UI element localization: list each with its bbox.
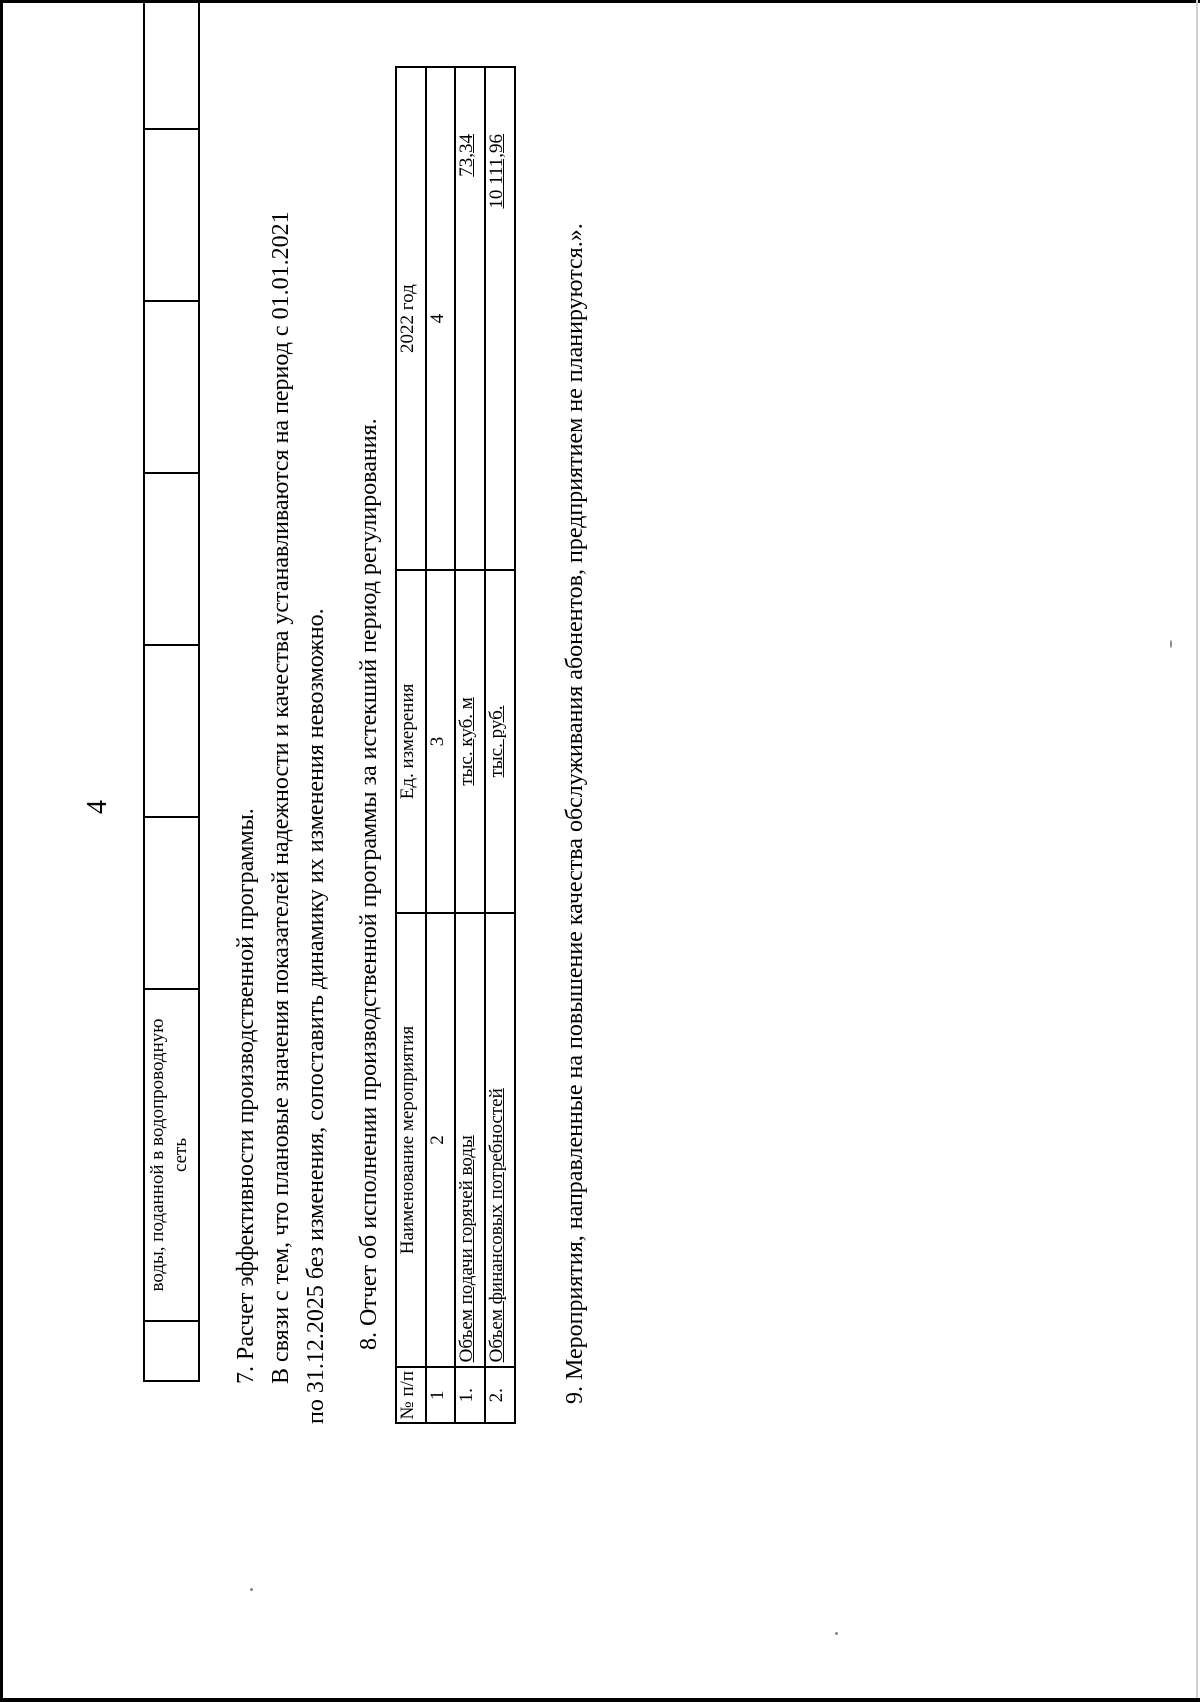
table-cell bbox=[144, 301, 199, 473]
continuation-table bbox=[143, 0, 200, 1382]
table-cell bbox=[144, 0, 199, 129]
program-report-table bbox=[395, 66, 516, 1424]
column-number: 3 bbox=[426, 570, 455, 912]
table-row bbox=[144, 0, 199, 1381]
column-numbers-row bbox=[426, 67, 455, 1423]
row-name: Объем финансовых потребностей bbox=[485, 913, 515, 1368]
section7-paragraph-line1: В связи с тем, что плановые значения показателей надежности и качества устанавливаются на период с 01.01.2021 bbox=[268, 211, 294, 1384]
row-unit: тыс. куб. м bbox=[455, 570, 485, 912]
table-cell bbox=[144, 129, 199, 301]
table-row bbox=[455, 67, 485, 1423]
column-header-name: Наименование мероприятия bbox=[396, 913, 426, 1368]
table-cell bbox=[144, 989, 199, 1321]
column-number: 1 bbox=[426, 1367, 455, 1423]
continuation-label-line2: сеть bbox=[170, 1137, 191, 1173]
table-header-row bbox=[396, 67, 426, 1423]
row-name: Объем подачи горячей воды bbox=[455, 913, 485, 1368]
section7-heading: 7. Расчет эффективности производственной программы. bbox=[233, 808, 259, 1384]
column-number: 4 bbox=[426, 67, 455, 570]
row-unit: тыс. руб. bbox=[485, 570, 515, 912]
page-number: 4 bbox=[82, 800, 113, 814]
section8-heading: 8. Отчет об исполнении производственной программы за истекший период регулирования. bbox=[356, 418, 382, 1350]
column-header-year: 2022 год bbox=[396, 67, 426, 570]
row-number: 2. bbox=[485, 1367, 515, 1423]
section7-paragraph-line2: по 31.12.2025 без изменения, сопоставить динамику их изменения невозможно. bbox=[303, 608, 329, 1424]
column-number: 2 bbox=[426, 913, 455, 1368]
table-cell bbox=[144, 645, 199, 817]
section9-text: 9. Мероприятия, направленные на повышение качества обслуживания абонентов, предприятием не планируются.». bbox=[562, 223, 588, 1404]
continuation-label-line1: воды, поданной в водопроводную bbox=[147, 1018, 168, 1292]
column-header-unit: Ед. измерения bbox=[396, 570, 426, 912]
table-row bbox=[485, 67, 515, 1423]
row-number: 1. bbox=[455, 1367, 485, 1423]
column-header-number: № п/п bbox=[396, 1367, 426, 1423]
row-value: 73,34 bbox=[455, 67, 485, 570]
table-cell bbox=[144, 817, 199, 989]
table-cell bbox=[144, 473, 199, 645]
table-cell bbox=[144, 1321, 199, 1381]
row-value: 10 111,96 bbox=[485, 67, 515, 570]
